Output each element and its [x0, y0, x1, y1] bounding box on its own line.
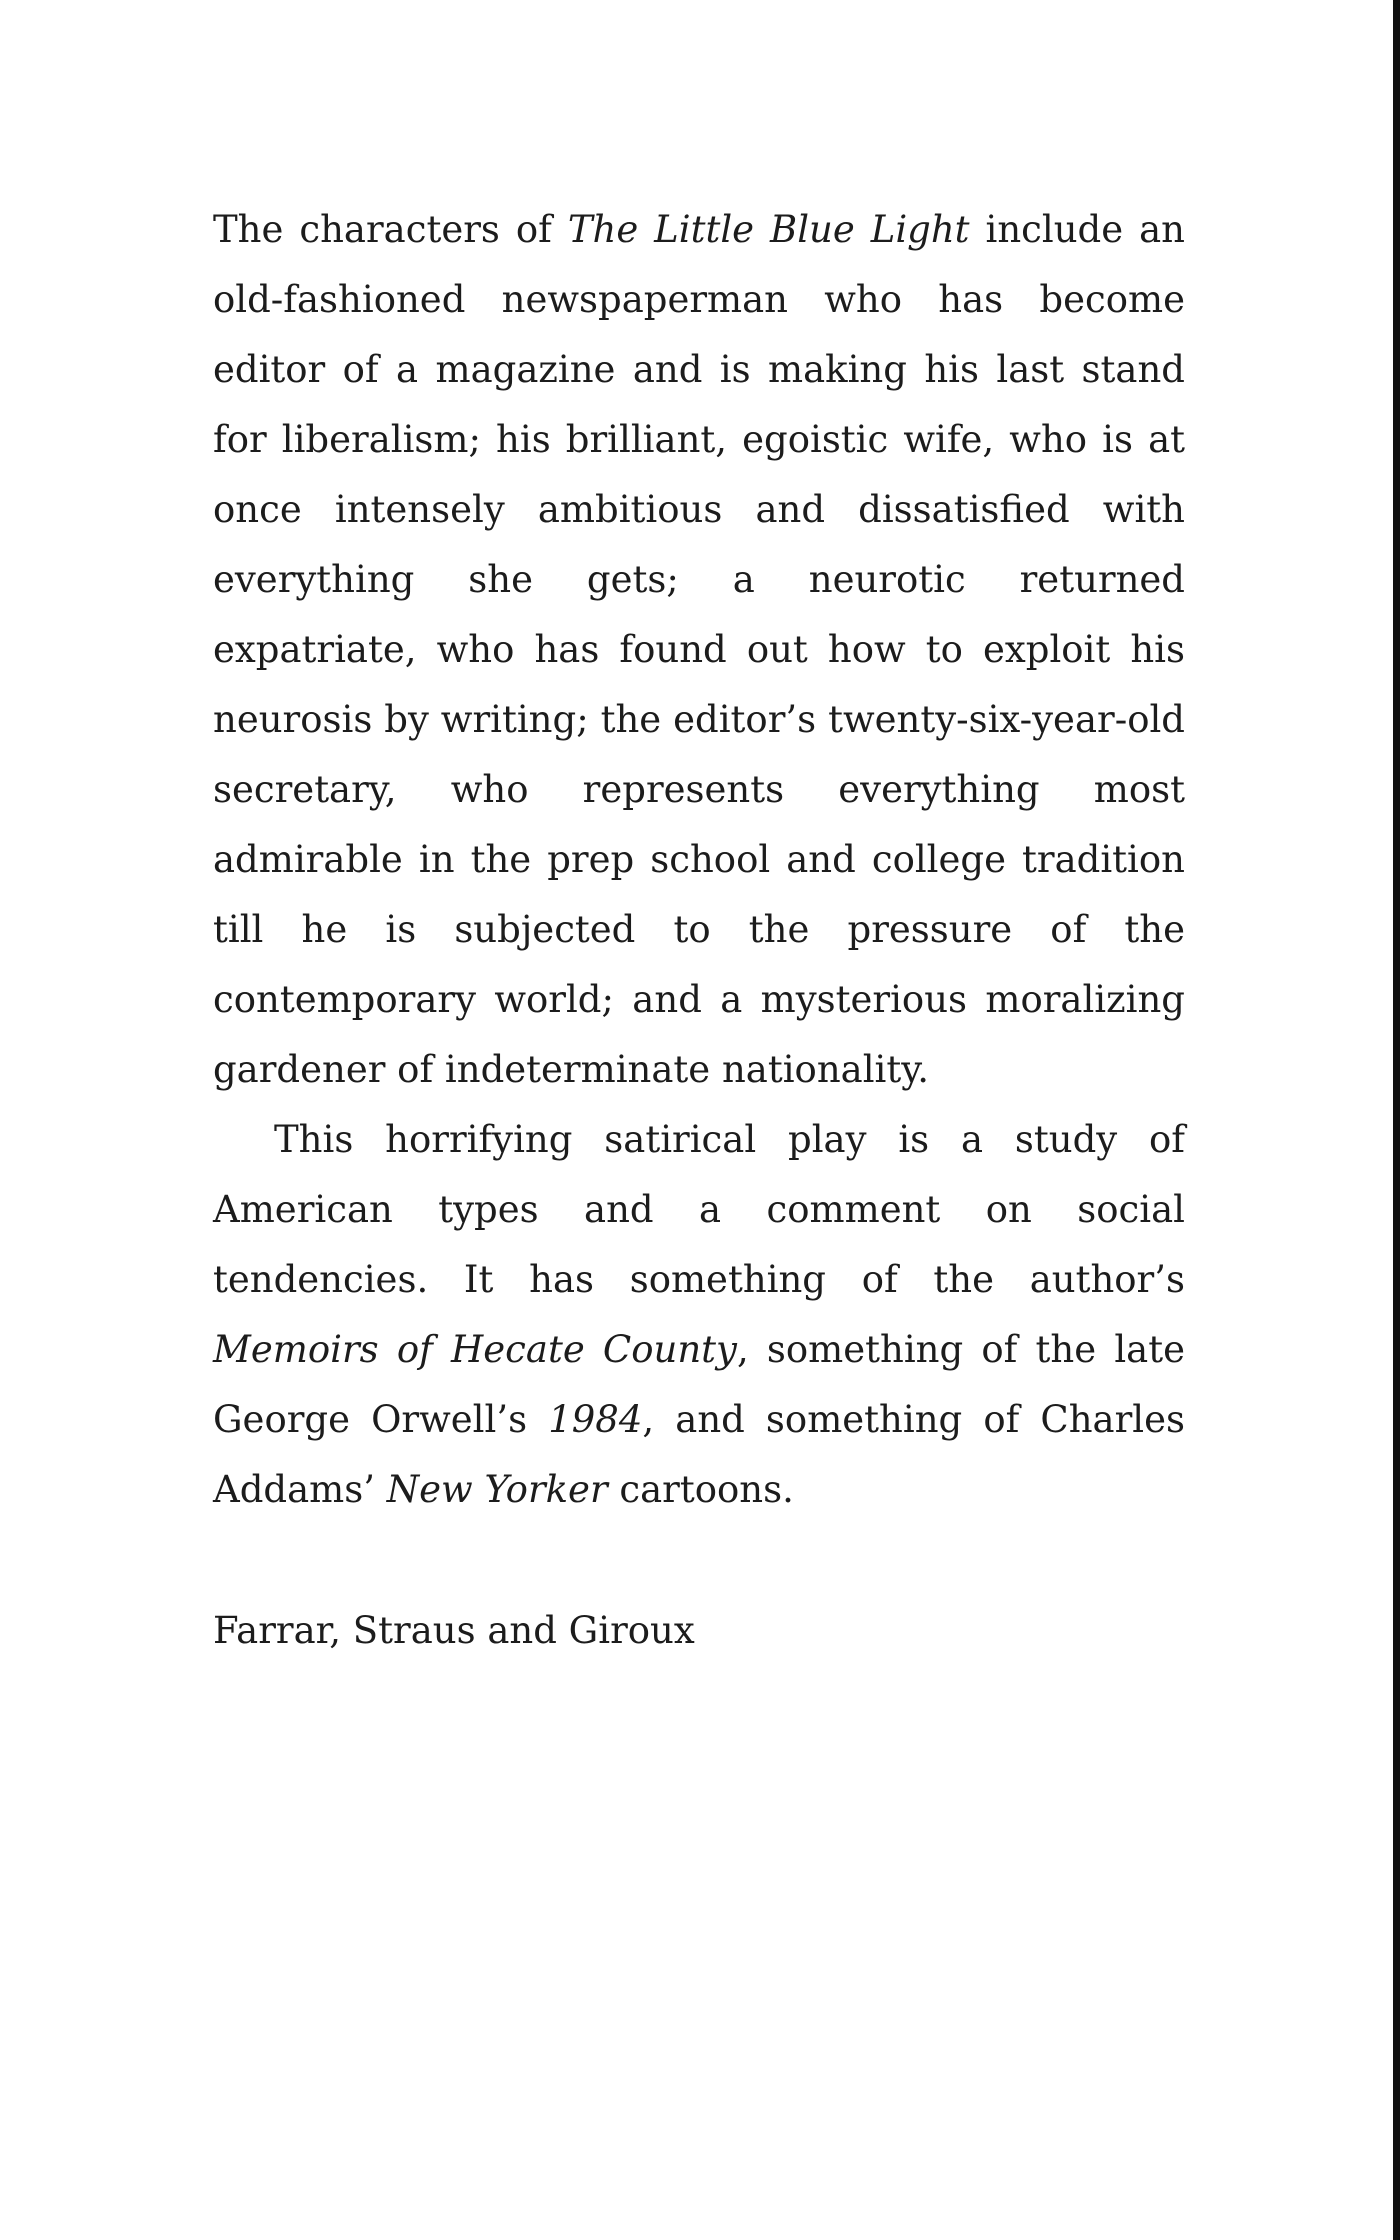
text-run: cartoons. [607, 1468, 794, 1511]
work-title: Memoirs of Hecate County [213, 1328, 737, 1371]
book-title: The Little Blue Light [567, 208, 970, 251]
text-run: , and something of Charles Addams’ [213, 1398, 1186, 1511]
page-edge-divider [1393, 0, 1400, 2240]
text-run: include an old-fashioned newspaperman who has become editor of a magazine and is making his last stand for liberalism; his brilliant, egoistic wife, who is at once intensely ambitious and dissatisfied with everything she gets; a neurotic returned expatriate, who has found out how to exploit his neurosis by writing; the editor’s twenty-six-year-old secretary, who represents everything most admirable in the prep school and college tradition till he is subjected to the pressure of the contemporary world; and a mysterious moralizing gardener of indeterminate nationality. [213, 208, 1185, 1091]
text-run: This horrifying satirical play is a study of American types and a comment on social tendencies. It has something of the author’s [213, 1118, 1185, 1301]
paragraph-summary [213, 1105, 1185, 1525]
description-text [213, 195, 1185, 1525]
text-run: , something of the late George Orwell’s [213, 1328, 1185, 1441]
work-title: New Yorker [386, 1468, 608, 1511]
text-run: The characters of [213, 208, 568, 251]
publisher-name: Farrar, Straus and Giroux [213, 1609, 695, 1652]
paragraph-characters [213, 195, 1185, 1105]
work-title: 1984 [548, 1398, 643, 1441]
